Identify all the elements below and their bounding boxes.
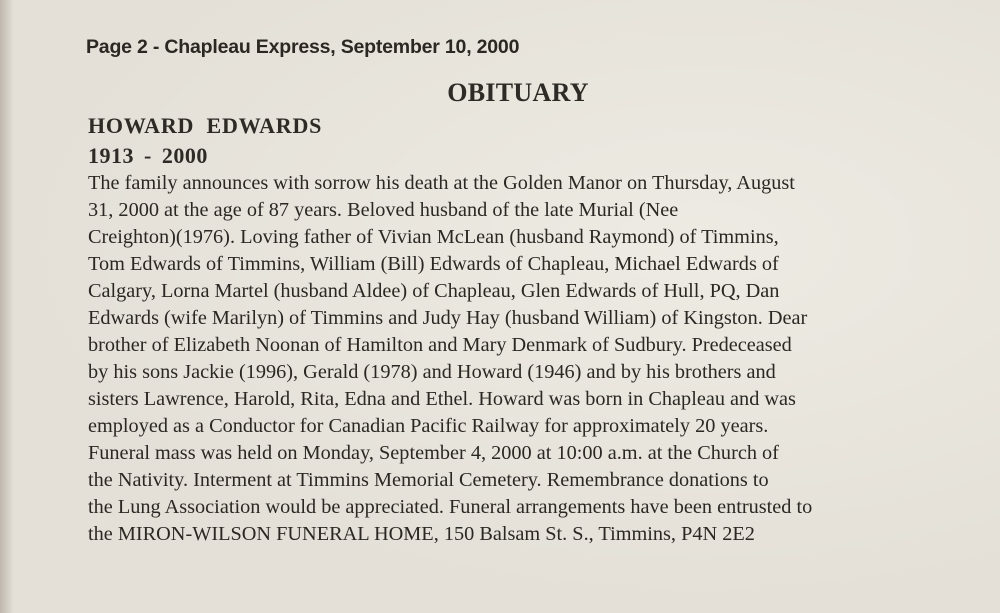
obituary-line: 31, 2000 at the age of 87 years. Beloved husband of the late Murial (Nee <box>88 199 679 221</box>
obituary-line: brother of Elizabeth Noonan of Hamilton and Mary Denmark of Sudbury. Predeceased <box>88 334 792 356</box>
obituary-line: Edwards (wife Marilyn) of Timmins and Judy Hay (husband William) of Kingston. Dear <box>88 307 808 329</box>
obituary-line: the Nativity. Interment at Timmins Memorial Cemetery. Remembrance donations to <box>88 469 769 491</box>
obituary-line: Tom Edwards of Timmins, William (Bill) Edwards of Chapleau, Michael Edwards of <box>88 253 779 275</box>
section-title: OBITUARY <box>447 78 589 107</box>
obituary-line: employed as a Conductor for Canadian Pacific Railway for approximately 20 years. <box>88 415 769 437</box>
obituary-line: The family announces with sorrow his death at the Golden Manor on Thursday, August <box>88 172 795 194</box>
deceased-name: HOWARD EDWARDS <box>88 113 323 138</box>
obituary-line: the MIRON-WILSON FUNERAL HOME, 150 Balsam St. S., Timmins, P4N 2E2 <box>88 523 755 545</box>
obituary-line: by his sons Jackie (1996), Gerald (1978) and Howard (1946) and by his brothers and <box>88 361 776 383</box>
obituary-line: Funeral mass was held on Monday, September 4, 2000 at 10:00 a.m. at the Church of <box>88 442 779 464</box>
obituary-line: Calgary, Lorna Martel (husband Aldee) of Chapleau, Glen Edwards of Hull, PQ, Dan <box>88 280 780 302</box>
obituary-line: sisters Lawrence, Harold, Rita, Edna and Ethel. Howard was born in Chapleau and was <box>88 388 796 410</box>
obituary-body <box>88 170 968 548</box>
obituary-line: the Lung Association would be appreciated. Funeral arrangements have been entrusted to <box>88 496 813 518</box>
page-dateline: Page 2 - Chapleau Express, September 10, 2000 <box>86 36 520 58</box>
life-years: 1913 - 2000 <box>88 143 208 168</box>
obituary-line: Creighton)(1976). Loving father of Vivian McLean (husband Raymond) of Timmins, <box>88 226 779 248</box>
